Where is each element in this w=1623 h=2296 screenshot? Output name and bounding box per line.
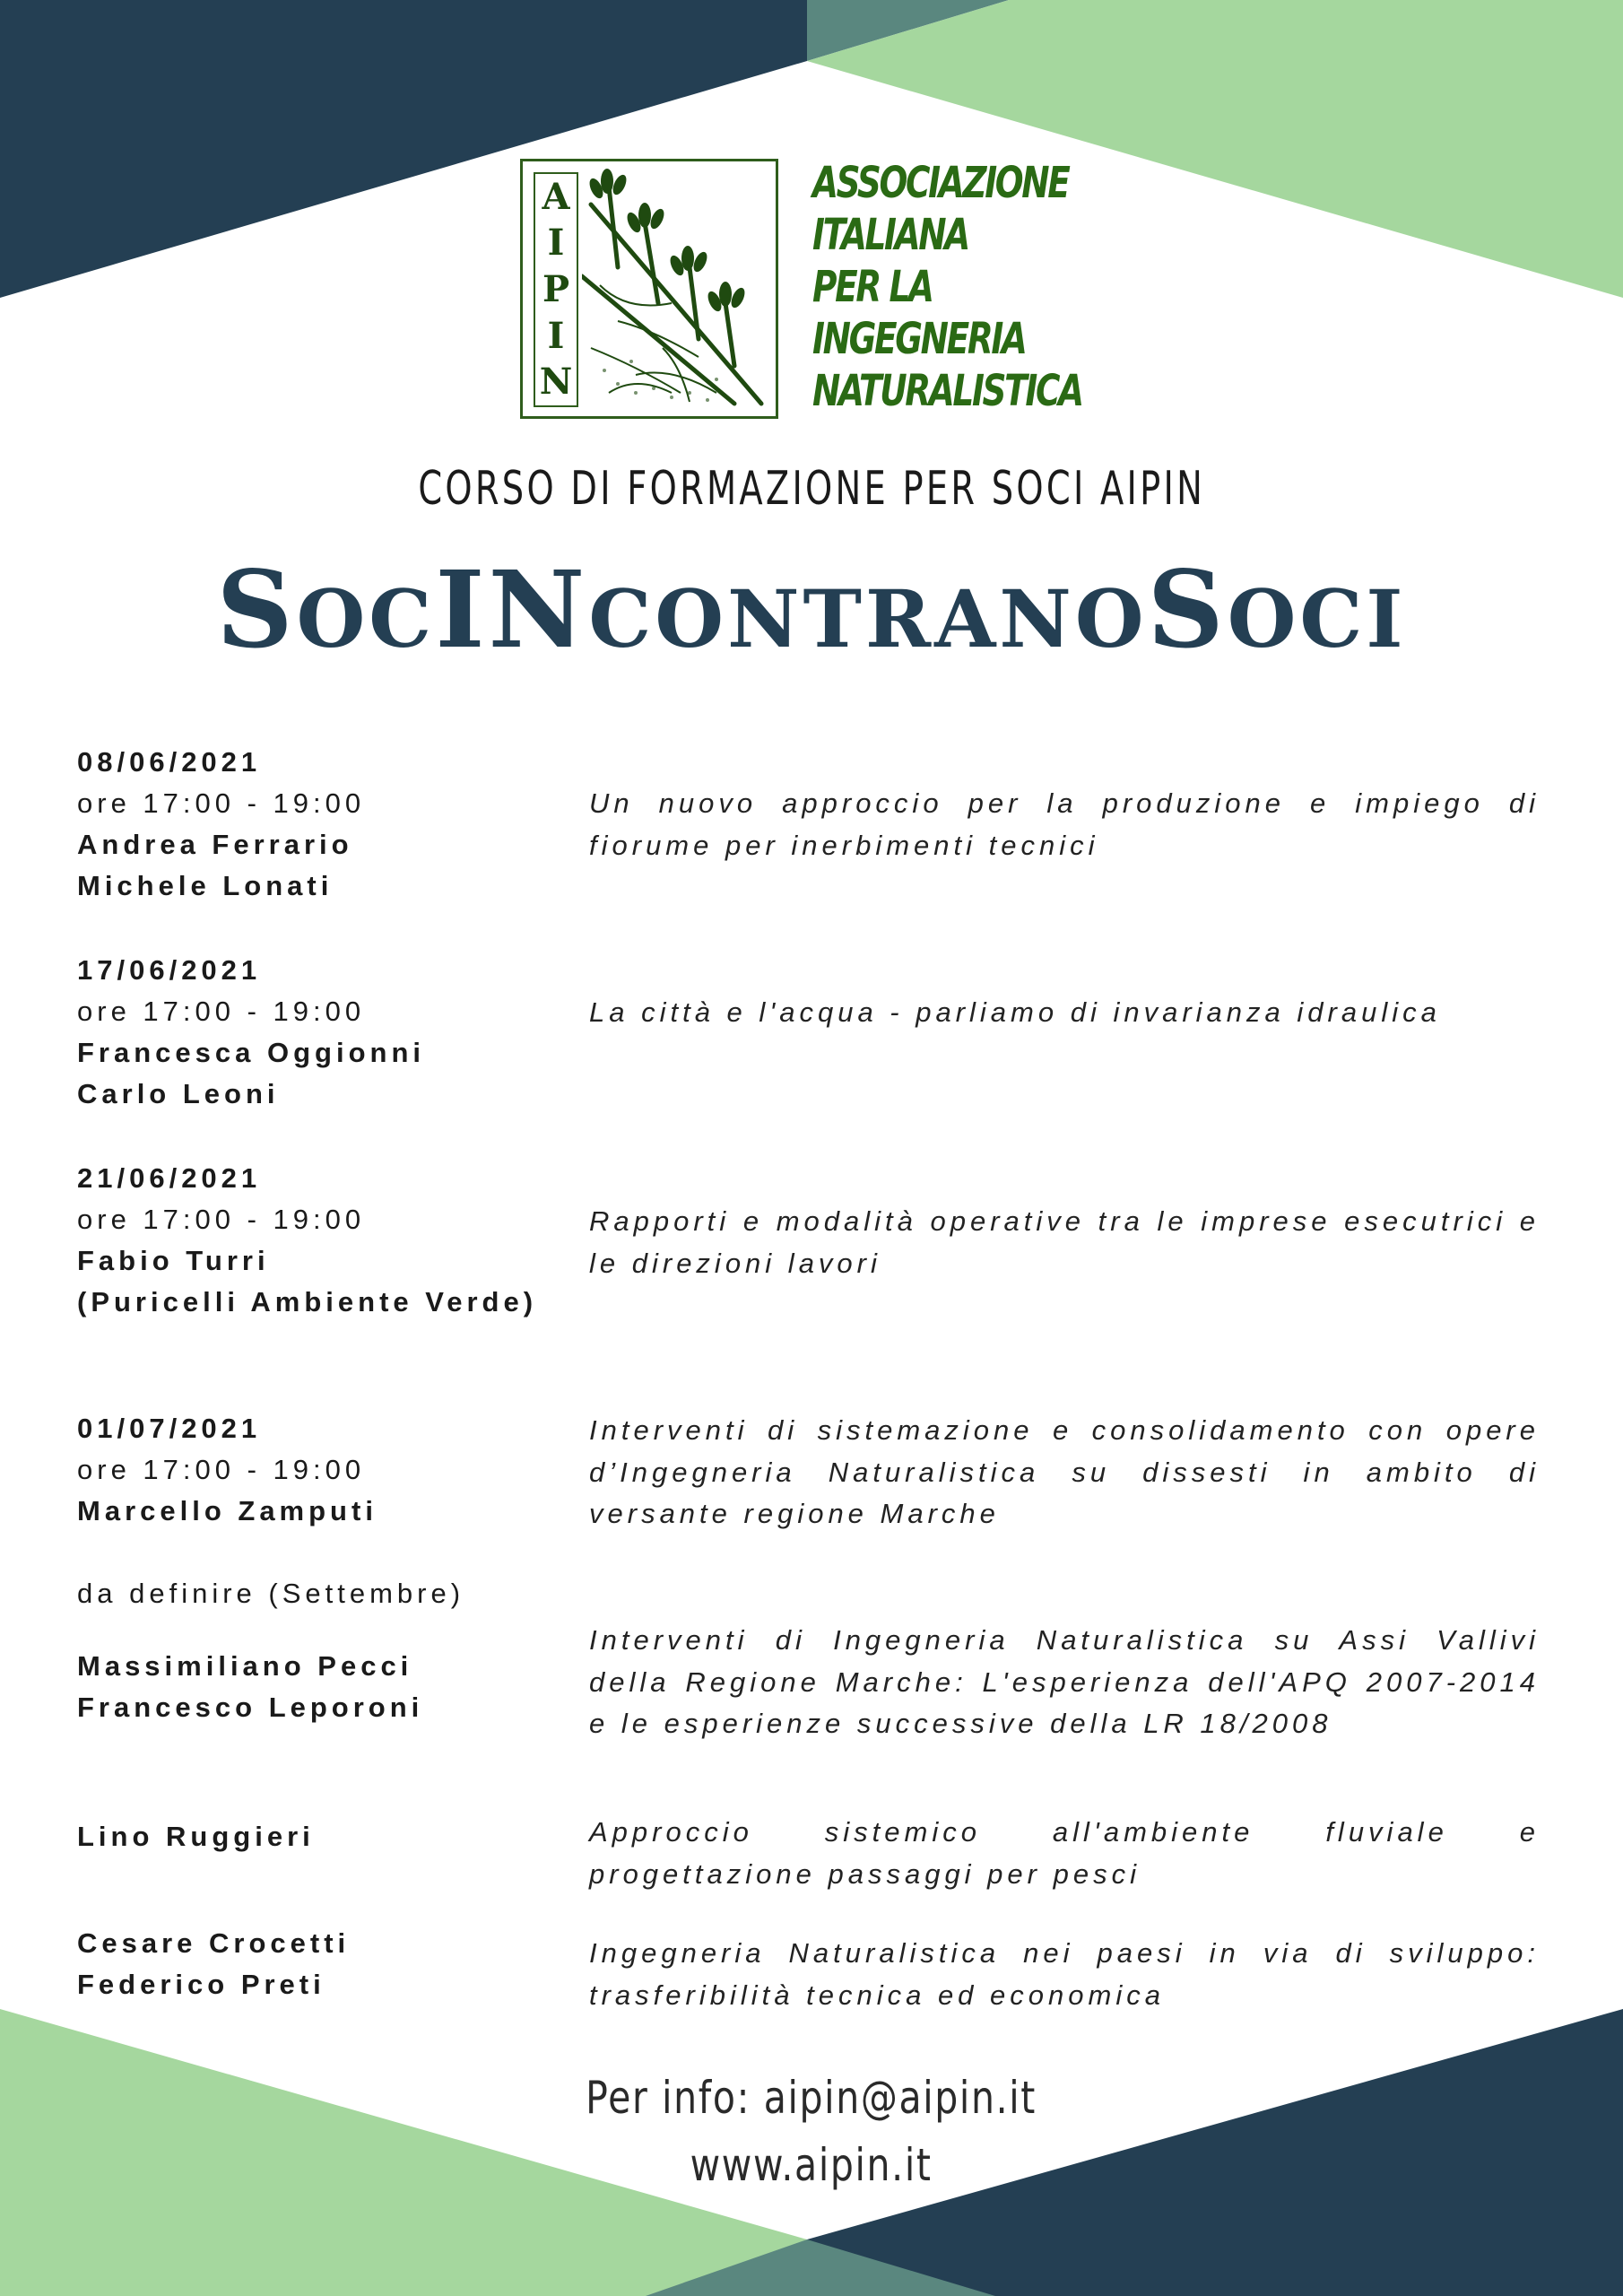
contact-email (0, 2072, 1623, 2124)
title-part: S (1147, 547, 1228, 672)
title-part: CONTRANO (588, 572, 1148, 665)
session-date: 01/07/2021 (77, 1413, 262, 1444)
plant-roots-icon (582, 169, 774, 413)
logo-acronym (534, 172, 578, 407)
session-details (77, 1816, 552, 1857)
session-speaker: Michele Lonati (77, 870, 334, 901)
session-speaker: Carlo Leoni (77, 1078, 280, 1109)
logo-name (812, 157, 1082, 417)
tbd-label: da definire (Settembre) (77, 1578, 465, 1609)
logo-name-line: INGEGNERIA (812, 314, 1026, 364)
session-time: ore 17:00 - 19:00 (77, 1454, 366, 1485)
contact-email-text[interactable]: Per info: aipin@aipin.it (586, 2072, 1037, 2124)
title-part: IN (435, 547, 589, 672)
page-title (0, 547, 1623, 672)
logo-name-line: ITALIANA (812, 210, 968, 260)
session-speaker: Francesco Leporoni (77, 1692, 424, 1723)
session-speaker: Cesare Crocetti (77, 1927, 351, 1959)
logo-letter: I (547, 222, 565, 265)
session-topic: Un nuovo approccio per la produzione e impiego di fiorume per inerbimenti tecnici (589, 787, 1540, 861)
session-date: 08/06/2021 (77, 746, 262, 778)
session-details (77, 1158, 545, 1323)
session-details (77, 1408, 552, 1532)
website (0, 2139, 1623, 2191)
logo-name-line: ASSOCIAZIONE (812, 158, 1069, 208)
title-part: S (216, 547, 297, 672)
aipin-logo (520, 157, 1082, 426)
session-time: ore 17:00 - 19:00 (77, 1204, 366, 1235)
session-date: 17/06/2021 (77, 954, 262, 986)
session-details (77, 1646, 552, 1728)
website-link[interactable]: www.aipin.it (690, 2139, 933, 2191)
session-date: 21/06/2021 (77, 1162, 262, 1194)
session-speaker: Fabio Turri (77, 1245, 270, 1276)
session-speaker-company: (Puricelli Ambiente Verde) (77, 1286, 538, 1318)
session-topic: Rapporti e modalità operative tra le imprese esecutrici e le direzioni lavori (589, 1205, 1540, 1279)
session-speaker: Massimiliano Pecci (77, 1650, 413, 1682)
session-details (77, 1923, 552, 2005)
logo-letter: P (542, 267, 570, 310)
session-time: ore 17:00 - 19:00 (77, 996, 366, 1027)
session-details (77, 950, 552, 1115)
session-topic: Interventi di sistemazione e consolidamento con opere d’Ingegneria Naturalistica su dissesti in ambito di versante regione Marche (589, 1414, 1540, 1529)
logo-letter: A (542, 175, 570, 218)
title-part: OC (296, 572, 436, 665)
logo-frame (520, 159, 778, 419)
session-topic: Approccio sistemico all'ambiente fluviale e progettazione passaggi per pesci (589, 1816, 1540, 1890)
session-topic: Ingegneria Naturalistica nei paesi in via di sviluppo: trasferibilità tecnica ed economica (589, 1937, 1540, 2011)
title-part: OCI (1227, 572, 1407, 665)
session-time: ore 17:00 - 19:00 (77, 787, 366, 819)
course-heading-text: CORSO DI FORMAZIONE PER SOCI AIPIN (418, 462, 1205, 516)
logo-name-line: NATURALISTICA (812, 366, 1082, 416)
logo-letter: I (547, 314, 565, 357)
session-topic: La città e l'acqua - parliamo di invarianza idraulica (589, 996, 1441, 1028)
session-details (77, 742, 552, 907)
session-speaker: Lino Ruggieri (77, 1821, 315, 1852)
logo-letter: N (539, 361, 573, 404)
session-speaker: Federico Preti (77, 1969, 325, 2000)
session-speaker: Marcello Zamputi (77, 1495, 378, 1526)
course-heading (0, 462, 1623, 516)
session-speaker: Andrea Ferrario (77, 829, 353, 860)
session-topic: Interventi di Ingegneria Naturalistica su Assi Vallivi della Regione Marche: L'esperienza dell'APQ 2007-2014 e le esperienze successive della LR 18/2008 (589, 1624, 1540, 1739)
logo-name-line: PER LA (812, 262, 933, 312)
session-speaker: Francesca Oggionni (77, 1037, 426, 1068)
